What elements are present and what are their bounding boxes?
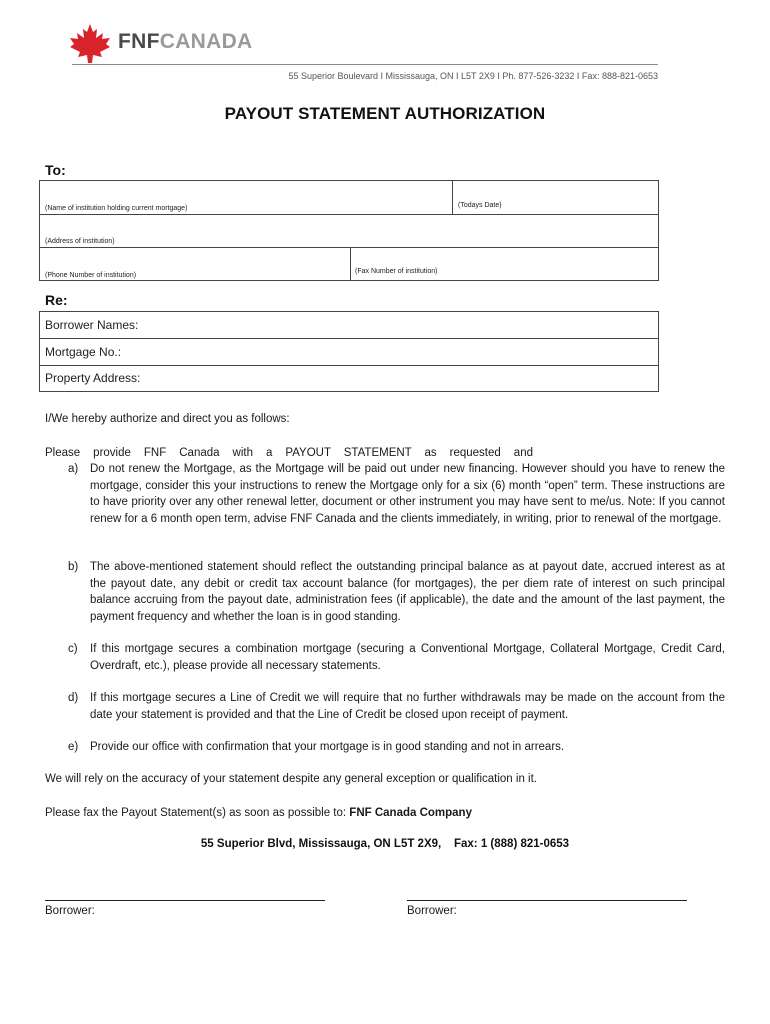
property-address-field[interactable]: Property Address: (45, 371, 141, 385)
mortgage-number-field[interactable]: Mortgage No.: (45, 345, 122, 359)
to-heading: To: (45, 162, 66, 178)
item-text: Provide our office with confirmation that your mortgage is in good standing and not in arrears. (90, 741, 565, 753)
item-letter: a) (68, 463, 79, 475)
institution-fax-field[interactable]: (Fax Number of institution) (355, 268, 438, 275)
list-item (45, 559, 725, 625)
borrower-names-field[interactable]: Borrower Names: (45, 318, 139, 332)
institution-address-field[interactable]: (Address of institution) (45, 238, 115, 245)
left-borrower-label: Borrower: (45, 905, 95, 917)
logo-wordmark: FNFCANADA (118, 30, 253, 53)
list-item (45, 461, 725, 543)
re-heading: Re: (45, 292, 68, 308)
divider (39, 247, 659, 248)
request-text: Please provide FNF Canada with a PAYOUT STATEMENT as requested and (45, 447, 533, 459)
item-letter: d) (68, 692, 79, 704)
item-text: The above-mentioned statement should reflect the outstanding principal balance as at payout date, accrued interest as at the payout date, any debit or credit tax account balance (for mortgages), the per diem rate of interest on such principal balance accruing from the payout date, administration fees (if applicable), the date and the amount of the last payment, the payment frequency and whether the loan is in good standing. (90, 561, 725, 623)
institution-phone-field[interactable]: (Phone Number of institution) (45, 272, 137, 279)
divider (452, 180, 453, 214)
company-address: 55 Superior Boulevard I Mississauga, ON I L5T 2X9 I Ph. 877-526-3232 I Fax: 888-821-0653 (288, 71, 658, 81)
todays-date-field[interactable]: (Todays Date) (458, 202, 502, 209)
return-address: 55 Superior Blvd, Mississauga, ON L5T 2X9, Fax: 1 (888) 821-0653 (200, 838, 570, 850)
header-rule (72, 64, 658, 65)
maple-leaf-icon (70, 24, 110, 63)
item-text: If this mortgage secures a combination mortgage (securing a Conventional Mortgage, Collateral Mortgage, Credit Card, Overdraft, etc.), please provide all necessary statements. (90, 643, 725, 672)
right-signature-line[interactable] (407, 900, 687, 901)
list-item (45, 739, 725, 756)
to-form-box (39, 180, 659, 281)
company-name: FNF Canada Company (349, 807, 472, 819)
divider (39, 214, 659, 215)
institution-name-field[interactable]: (Name of institution holding current mortgage) (45, 205, 188, 212)
item-text: Do not renew the Mortgage, as the Mortgage will be paid out under new financing. However should you have to renew the mortgage, consider this your instructions to renew the Mortgage only for a six (6) month “open” term. These instructions are to have priority over any other renewal letter, document or other instrument you may have sent to me/us. Note: If you cannot renew for a 6 month open term, advise FNF Canada and the clients immediately, in writing, prior to renewal of the mortgage. (90, 463, 725, 525)
intro-text: I/We hereby authorize and direct you as follows: (45, 413, 290, 425)
page-title: PAYOUT STATEMENT AUTHORIZATION (224, 104, 546, 123)
fax-request-text (45, 805, 665, 822)
item-text: If this mortgage secures a Line of Credit we will require that no further withdrawals may be made on the account from the date your statement is provided and that the Line of Credit be closed upon receipt of payment. (90, 692, 725, 721)
list-item (45, 641, 725, 674)
divider (39, 365, 659, 366)
item-letter: b) (68, 561, 79, 573)
item-letter: c) (68, 643, 78, 655)
item-letter: e) (68, 741, 79, 753)
right-borrower-label: Borrower: (407, 905, 457, 917)
divider (350, 247, 351, 281)
fax-request-label: Please fax the Payout Statement(s) as soon as possible to: (45, 807, 347, 819)
divider (39, 338, 659, 339)
left-signature-line[interactable] (45, 900, 325, 901)
list-item (45, 690, 725, 723)
reliance-text: We will rely on the accuracy of your statement despite any general exception or qualification in it. (45, 773, 537, 785)
